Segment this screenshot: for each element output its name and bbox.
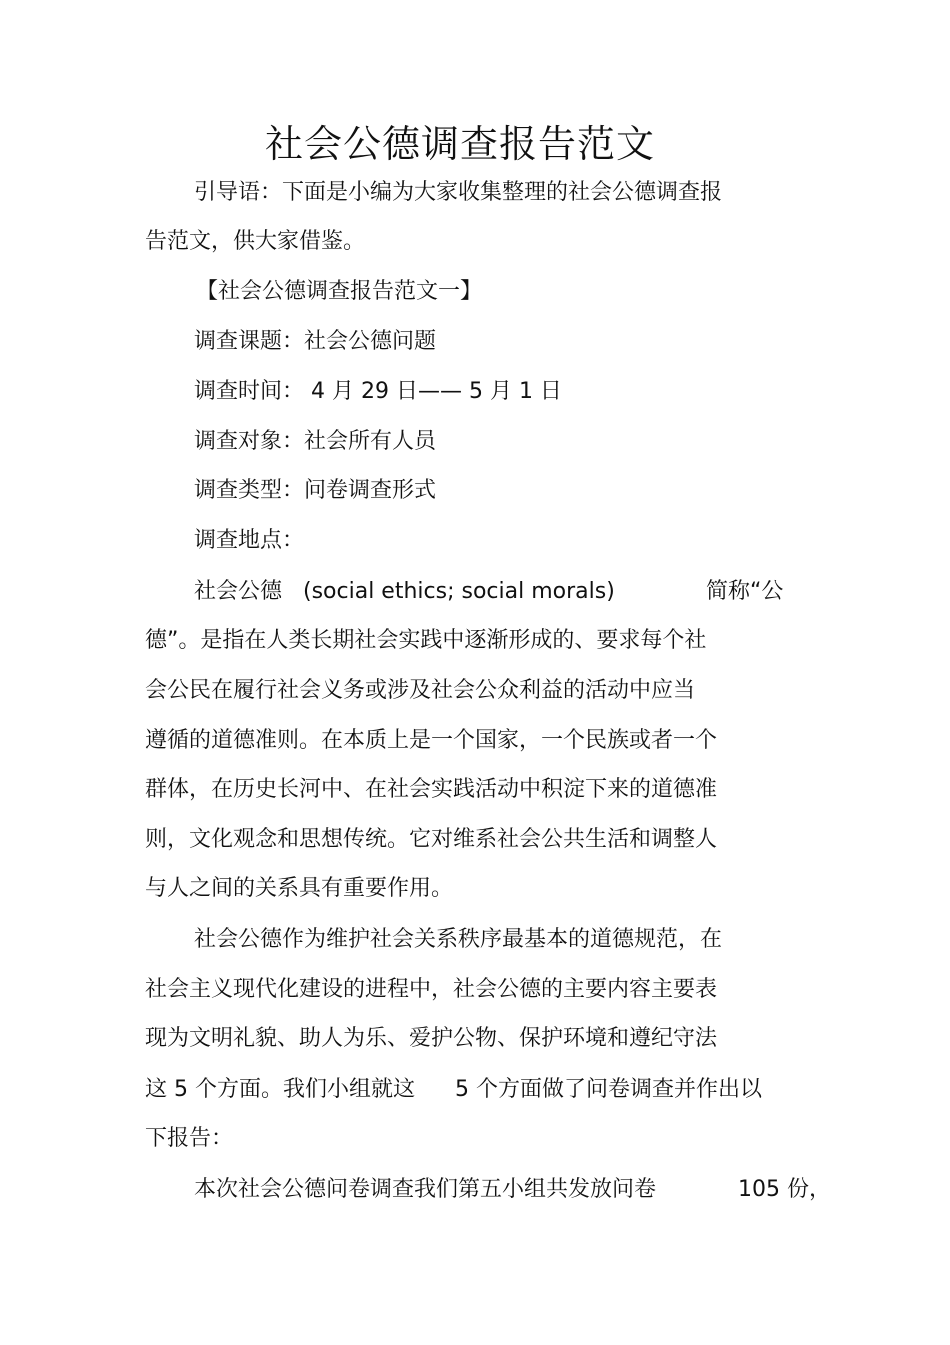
survey-time: 调查时间： 4 月 29 日—— 5 月 1 日 [194, 379, 562, 404]
paragraph-2-line-4-part-1: 这 5 个方面。我们小组就这 [145, 1077, 415, 1102]
paragraph-2-line-4-part-2: 5 个方面做了问卷调查并作出以 [455, 1077, 762, 1102]
paragraph-1-line-4: 遵循的道德准则。在本质上是一个国家，一个民族或者一个 [145, 728, 718, 753]
paragraph-1-line-2: 德”。是指在人类长期社会实践中逐渐形成的、要求每个社 [145, 628, 707, 653]
paragraph-1-line-1-part-2: (social ethics; social morals) [303, 579, 615, 604]
document-title: 社会公德调查报告范文 [264, 122, 655, 166]
paragraph-2-line-5: 下报告： [145, 1126, 234, 1151]
paragraph-3-line-1-part-2: 105 份， [738, 1177, 831, 1202]
survey-target: 调查对象：社会所有人员 [194, 429, 437, 454]
section-heading: 【社会公德调查报告范文一】 [196, 279, 483, 304]
paragraph-2-line-2: 社会主义现代化建设的进程中，社会公德的主要内容主要表 [145, 977, 718, 1002]
paragraph-1-line-1-part-1: 社会公德 [194, 579, 283, 604]
survey-location: 调查地点： [194, 528, 305, 553]
paragraph-3-line-1-part-1: 本次社会公德问卷调查我们第五小组共发放问卷 [194, 1177, 657, 1202]
intro-line-2: 告范文，供大家借鉴。 [145, 229, 366, 254]
paragraph-1-line-1-part-3: 简称“公 [706, 579, 784, 604]
paragraph-2-line-3: 现为文明礼貌、助人为乐、爱护公物、保护环境和遵纪守法 [145, 1026, 718, 1051]
intro-line-1: 引导语：下面是小编为大家收集整理的社会公德调查报 [194, 180, 723, 205]
paragraph-1-line-7: 与人之间的关系具有重要作用。 [145, 876, 454, 901]
survey-topic: 调查课题：社会公德问题 [194, 329, 437, 354]
survey-type: 调查类型：问卷调查形式 [194, 478, 437, 503]
paragraph-2-line-1: 社会公德作为维护社会关系秩序最基本的道德规范，在 [194, 927, 723, 952]
paragraph-1-line-6: 则，文化观念和思想传统。它对维系社会公共生活和调整人 [145, 827, 718, 852]
paragraph-1-line-5: 群体，在历史长河中、在社会实践活动中积淀下来的道德准 [145, 777, 718, 802]
paragraph-1-line-3: 会公民在履行社会义务或涉及社会公众利益的活动中应当 [145, 678, 696, 703]
